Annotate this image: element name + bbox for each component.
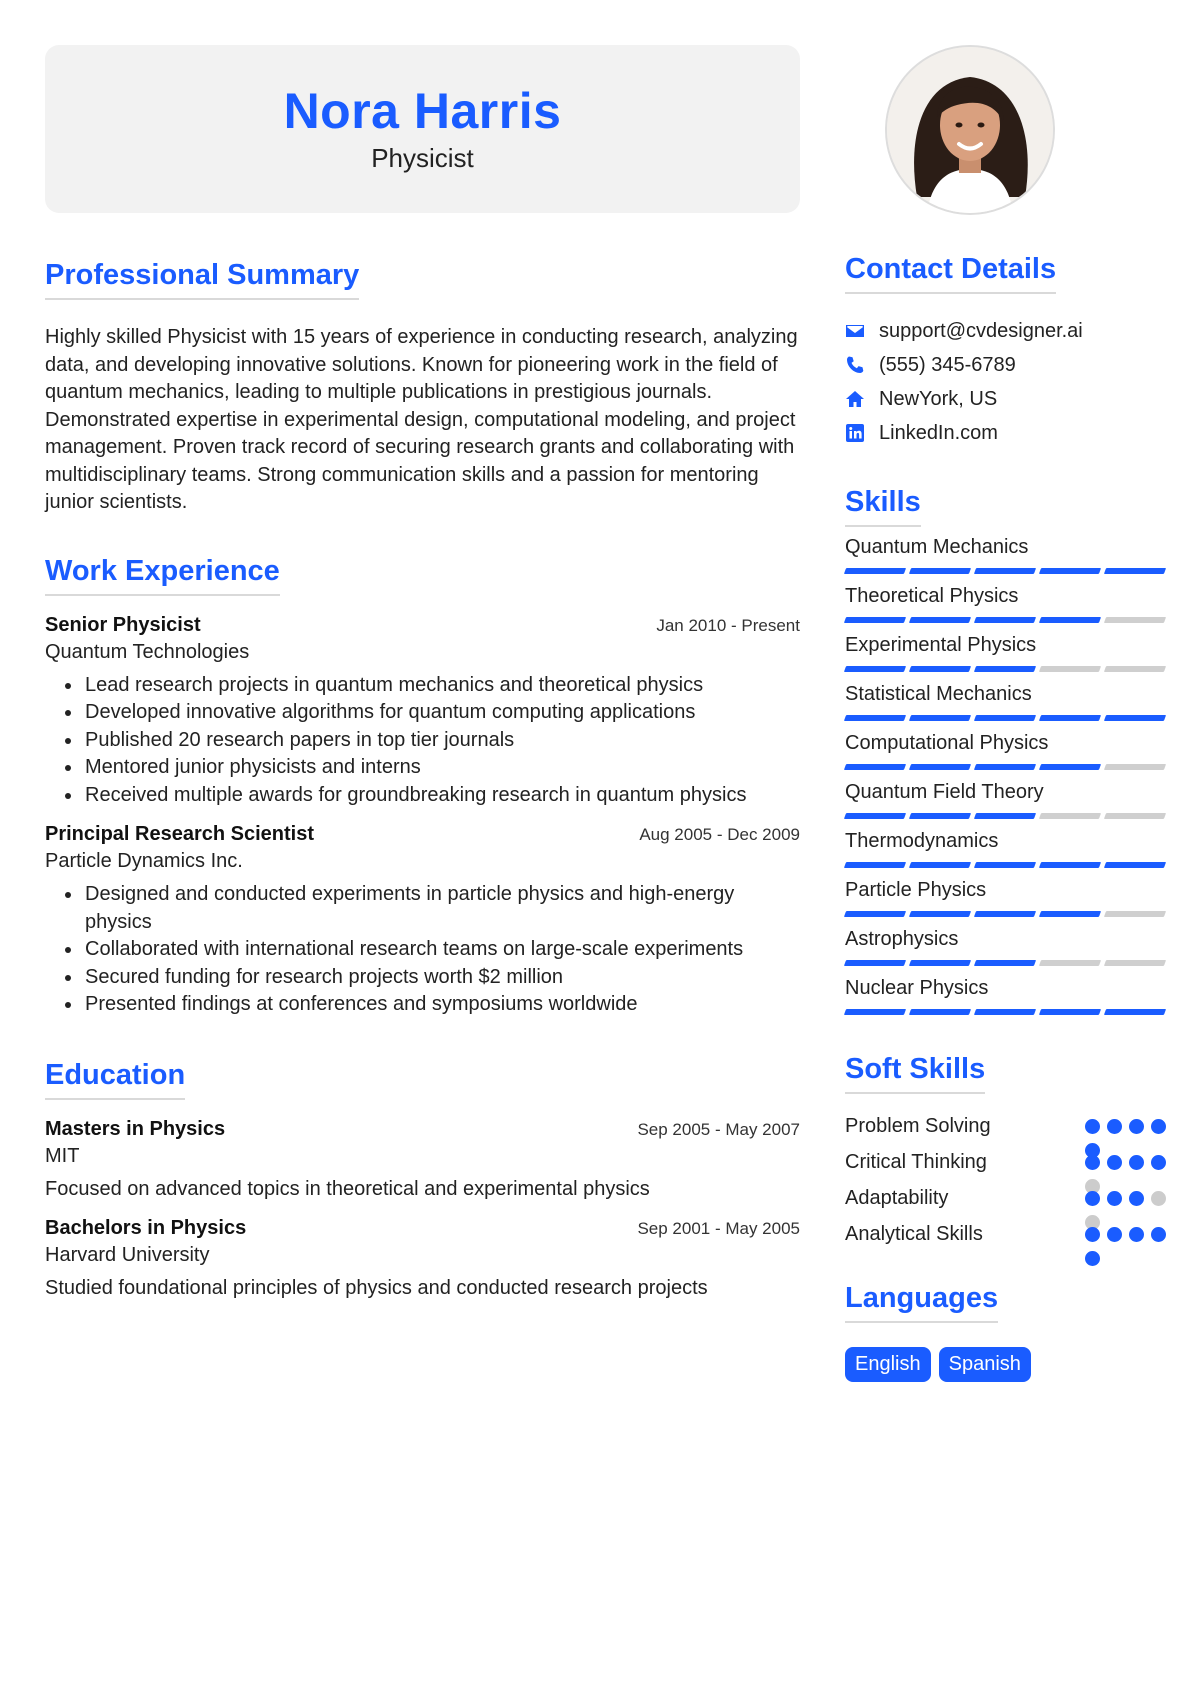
- avatar-illustration: [887, 47, 1053, 213]
- bullet-item: • Designed and conducted experiments in particle physics and high-energy physics: [83, 881, 800, 936]
- skill-level-segment: [974, 666, 1036, 672]
- main-column: [45, 45, 800, 1300]
- skill-level-segment: [909, 960, 971, 966]
- skill-level-segment: [844, 960, 906, 966]
- job-dates: Aug 2005 - Dec 2009: [639, 825, 800, 844]
- skill-level-segment: [1039, 1009, 1101, 1015]
- job-company: Particle Dynamics Inc.: [45, 850, 243, 872]
- skill-level-segment: [909, 666, 971, 672]
- skill-level-segment: [909, 813, 971, 819]
- education-section: [45, 1059, 800, 1300]
- section-title-contact: Contact Details: [845, 253, 1056, 294]
- skill-level-segment: [1104, 911, 1166, 917]
- contact-location-text: NewYork, US: [879, 387, 998, 410]
- section-title-education: Education: [45, 1059, 185, 1100]
- skill-level-segment: [844, 911, 906, 917]
- skill-level-segment: [1104, 764, 1166, 770]
- skill-name: Theoretical Physics: [845, 585, 1019, 607]
- bullet-item: • Received multiple awards for groundbreaking research in quantum physics: [83, 782, 800, 810]
- education-dates: Sep 2001 - May 2005: [637, 1218, 800, 1238]
- skill-name: Experimental Physics: [845, 634, 1037, 656]
- skill-level-bar: [845, 1009, 1170, 1015]
- skill-level-segment: [1039, 862, 1101, 868]
- degree: Bachelors in Physics: [45, 1216, 247, 1239]
- soft-skill-item: [845, 1144, 1170, 1180]
- contact-email-text: support@cvdesigner.ai: [879, 319, 1083, 342]
- skill-item: [845, 680, 1170, 721]
- linkedin-icon: [845, 423, 865, 443]
- skill-level-segment: [844, 666, 906, 672]
- rating-dot: [1085, 1191, 1100, 1206]
- soft-skill-name: Problem Solving: [845, 1114, 991, 1137]
- skill-name: Thermodynamics: [845, 830, 999, 852]
- skill-level-segment: [1104, 960, 1166, 966]
- profile-photo: [885, 45, 1055, 215]
- skill-level-segment: [1104, 617, 1166, 623]
- rating-dot: [1151, 1191, 1166, 1206]
- contact-list: [845, 314, 1170, 450]
- skill-level-segment: [974, 911, 1036, 917]
- skill-level-segment: [1039, 911, 1101, 917]
- skill-level-bar: [845, 764, 1170, 770]
- section-title-skills: Skills: [845, 486, 921, 527]
- rating-dot: [1129, 1155, 1144, 1170]
- rating-dot: [1151, 1155, 1166, 1170]
- rating-dot: [1085, 1155, 1100, 1170]
- soft-skill-item: [845, 1216, 1170, 1252]
- skill-level-segment: [844, 1009, 906, 1015]
- contact-location: [845, 382, 1170, 416]
- rating-dot: [1085, 1119, 1100, 1134]
- education-description: Focused on advanced topics in theoretical and experimental physics: [45, 1177, 650, 1200]
- skill-level-segment: [974, 568, 1036, 574]
- soft-skill-name: Analytical Skills: [845, 1222, 983, 1245]
- skill-level-segment: [1104, 862, 1166, 868]
- skill-level-segment: [1039, 715, 1101, 721]
- skill-level-segment: [1039, 960, 1101, 966]
- skill-item: [845, 974, 1170, 1015]
- bullet-item: • Published 20 research papers in top tier journals: [83, 727, 800, 755]
- skill-name: Nuclear Physics: [845, 977, 989, 999]
- soft-skill-name: Adaptability: [845, 1186, 949, 1209]
- skill-level-segment: [974, 862, 1036, 868]
- skill-item: [845, 876, 1170, 917]
- skill-level-segment: [1104, 1009, 1166, 1015]
- skill-level-segment: [1039, 764, 1101, 770]
- envelope-icon: [845, 321, 865, 341]
- contact-linkedin[interactable]: [845, 416, 1170, 450]
- contact-phone[interactable]: [845, 348, 1170, 382]
- language-chips: [845, 1347, 1170, 1382]
- skill-level-segment: [974, 813, 1036, 819]
- bullet-item: • Lead research projects in quantum mechanics and theoretical physics: [83, 672, 800, 700]
- skill-level-segment: [974, 715, 1036, 721]
- skill-name: Particle Physics: [845, 879, 987, 901]
- soft-skills-list: [845, 1108, 1170, 1252]
- section-title-soft-skills: Soft Skills: [845, 1053, 985, 1094]
- skill-level-segment: [909, 1009, 971, 1015]
- skill-level-segment: [1104, 813, 1166, 819]
- skill-name: Quantum Field Theory: [845, 781, 1044, 803]
- skill-level-segment: [909, 568, 971, 574]
- home-icon: [845, 389, 865, 409]
- school: MIT: [45, 1144, 80, 1167]
- degree: Masters in Physics: [45, 1117, 226, 1140]
- skill-level-segment: [909, 862, 971, 868]
- bullet-item: • Secured funding for research projects worth $2 million: [83, 964, 800, 992]
- job-bullets: [45, 881, 800, 1019]
- skill-level-segment: [974, 617, 1036, 623]
- contact-section: [845, 253, 1170, 450]
- skill-level-segment: [1039, 568, 1101, 574]
- soft-skill-item: [845, 1108, 1170, 1144]
- skill-level-segment: [844, 813, 906, 819]
- rating-dot: [1151, 1119, 1166, 1134]
- rating-dot: [1107, 1191, 1122, 1206]
- rating-dot: [1129, 1227, 1144, 1242]
- skill-level-bar: [845, 960, 1170, 966]
- skill-level-bar: [845, 911, 1170, 917]
- education-entry: [45, 1217, 800, 1300]
- skill-item: [845, 925, 1170, 966]
- section-title-experience: Work Experience: [45, 555, 280, 596]
- candidate-name: Nora Harris: [283, 83, 562, 139]
- skill-level-segment: [1104, 666, 1166, 672]
- soft-skill-rating: [1085, 1191, 1170, 1206]
- soft-skill-rating: [1085, 1227, 1170, 1242]
- summary-text: Highly skilled Physicist with 15 years of experience in conducting research, analyzing data, and developing innovative solutions. Known for pioneering work in the field of quantum mechanics, leading to multiple publications in prestigious journals. Demonstrated expertise in experimental design, computational modeling, and project management. Proven track record of securing research grants and collaborating with multidisciplinary teams. Strong communication skills and a passion for mentoring junior scientists.: [45, 326, 798, 513]
- skill-level-bar: [845, 617, 1170, 623]
- skill-level-bar: [845, 568, 1170, 574]
- sidebar-column: [845, 45, 1170, 1382]
- photo-wrapper: [823, 45, 1200, 215]
- skill-level-segment: [844, 764, 906, 770]
- rating-dot: [1107, 1227, 1122, 1242]
- job-dates: Jan 2010 - Present: [656, 615, 800, 635]
- soft-skill-item: [845, 1180, 1170, 1216]
- bullet-item: • Presented findings at conferences and symposiums worldwide: [83, 991, 800, 1019]
- rating-dot: [1107, 1119, 1122, 1134]
- summary-section: [45, 259, 800, 517]
- soft-skill-rating: [1085, 1119, 1170, 1134]
- soft-skill-name: Critical Thinking: [845, 1150, 987, 1173]
- bullet-item: • Mentored junior physicists and interns: [83, 754, 800, 782]
- skill-item: [845, 778, 1170, 819]
- rating-dot: [1085, 1227, 1100, 1242]
- experience-section: [45, 555, 800, 1019]
- skill-item: [845, 729, 1170, 770]
- skill-level-segment: [844, 715, 906, 721]
- contact-phone-text: (555) 345-6789: [879, 353, 1016, 376]
- skill-level-segment: [974, 764, 1036, 770]
- skill-level-segment: [909, 764, 971, 770]
- skill-level-segment: [1104, 715, 1166, 721]
- language-chip: English: [845, 1347, 931, 1382]
- skill-level-segment: [844, 568, 906, 574]
- skill-level-segment: [1039, 617, 1101, 623]
- skill-item: [845, 582, 1170, 623]
- skill-level-segment: [974, 1009, 1036, 1015]
- bullet-item: • Collaborated with international research teams on large-scale experiments: [83, 936, 800, 964]
- skill-level-segment: [844, 862, 906, 868]
- contact-linkedin-text: LinkedIn.com: [879, 421, 998, 444]
- skill-name: Computational Physics: [845, 732, 1049, 754]
- education-entry: [45, 1118, 800, 1201]
- skill-level-bar: [845, 862, 1170, 868]
- skill-name: Statistical Mechanics: [845, 683, 1032, 705]
- rating-dot: [1129, 1119, 1144, 1134]
- section-title-summary: Professional Summary: [45, 259, 359, 300]
- contact-email[interactable]: [845, 314, 1170, 348]
- skill-level-segment: [1039, 666, 1101, 672]
- header-card: [45, 45, 800, 213]
- skill-level-segment: [844, 617, 906, 623]
- job-entry: [45, 823, 800, 1019]
- skill-level-segment: [1104, 568, 1166, 574]
- skill-level-segment: [909, 617, 971, 623]
- job-bullets: [45, 672, 800, 810]
- soft-skill-rating: [1085, 1155, 1170, 1170]
- rating-dot: [1151, 1227, 1166, 1242]
- candidate-title: Physicist: [371, 143, 474, 173]
- skill-level-bar: [845, 666, 1170, 672]
- school: Harvard University: [45, 1243, 210, 1266]
- rating-dot: [1085, 1251, 1100, 1266]
- skills-list: [845, 533, 1170, 1015]
- skill-level-segment: [1039, 813, 1101, 819]
- phone-icon: [845, 355, 865, 375]
- skill-name: Astrophysics: [845, 928, 959, 950]
- skill-item: [845, 631, 1170, 672]
- skill-level-bar: [845, 715, 1170, 721]
- skill-level-segment: [974, 960, 1036, 966]
- education-dates: Sep 2005 - May 2007: [637, 1119, 800, 1139]
- skill-level-segment: [909, 911, 971, 917]
- education-description: Studied foundational principles of physics and conducted research projects: [45, 1276, 708, 1299]
- soft-skills-section: [845, 1053, 1170, 1252]
- language-chip: Spanish: [939, 1347, 1031, 1382]
- bullet-item: • Developed innovative algorithms for quantum computing applications: [83, 699, 800, 727]
- rating-dot: [1107, 1155, 1122, 1170]
- job-entry: [45, 614, 800, 810]
- job-title: Principal Research Scientist: [45, 823, 315, 845]
- job-title: Senior Physicist: [45, 613, 201, 636]
- skills-section: [845, 486, 1170, 1015]
- section-title-languages: Languages: [845, 1282, 998, 1323]
- skill-name: Quantum Mechanics: [845, 536, 1029, 558]
- skill-level-bar: [845, 813, 1170, 819]
- skill-level-segment: [909, 715, 971, 721]
- skill-item: [845, 533, 1170, 574]
- job-company: Quantum Technologies: [45, 640, 250, 663]
- skill-item: [845, 827, 1170, 868]
- languages-section: [845, 1282, 1170, 1382]
- rating-dot: [1129, 1191, 1144, 1206]
